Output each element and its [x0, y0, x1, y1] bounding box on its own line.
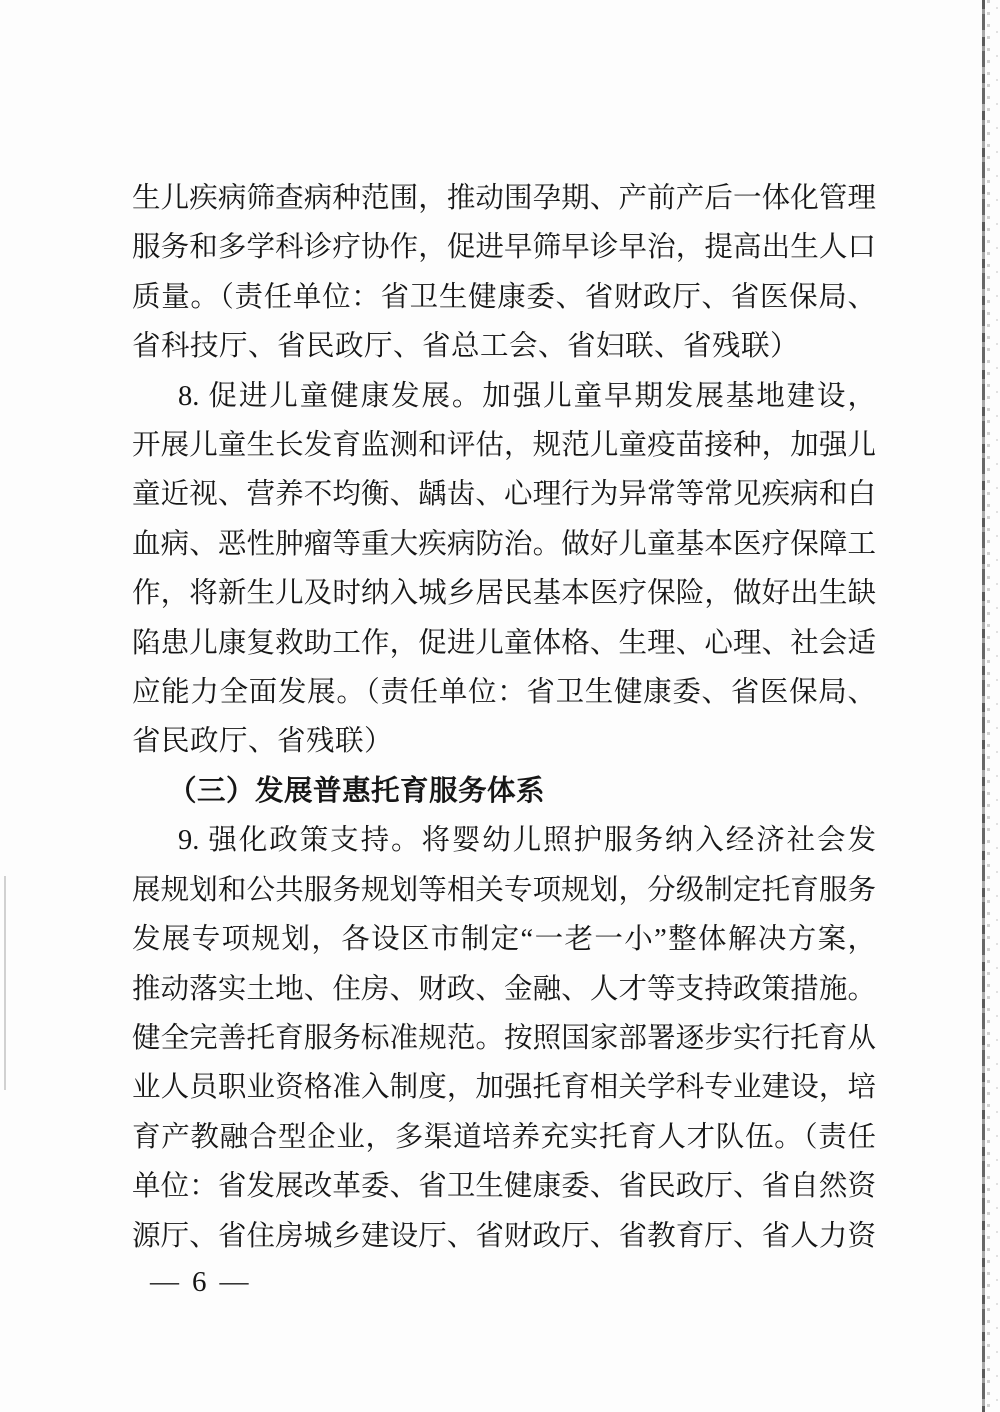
text-line: 质量。（责任单位：省卫生健康委、省财政厅、省医保局、: [132, 281, 876, 313]
page-number-value: 6: [192, 1265, 207, 1298]
document-body: [132, 174, 876, 1261]
text-line: 展规划和公共服务规划等相关专项规划，分级制定托育服务: [132, 874, 876, 906]
scan-edge-noise-right: [987, 0, 999, 1412]
text-line: 业人员职业资格准入制度，加强托育相关学科专业建设，培: [132, 1072, 876, 1104]
text-line: 单位：省发展改革委、省卫生健康委、省民政厅、省自然资: [132, 1171, 876, 1203]
text-line: 9. 强化政策支持。将婴幼儿照护服务纳入经济社会发: [178, 825, 876, 857]
scan-edge-artifact-right: [982, 0, 985, 1412]
text-line: 童近视、营养不均衡、龋齿、心理行为异常等常见疾病和白: [132, 479, 876, 511]
scan-edge-artifact-left: [4, 876, 6, 1090]
text-line: 省科技厅、省民政厅、省总工会、省妇联、省残联）: [132, 331, 800, 363]
text-line: 开展儿童生长发育监测和评估，规范儿童疫苗接种，加强儿: [132, 430, 876, 462]
text-line: 服务和多学科诊疗协作，促进早筛早诊早治，提高出生人口: [132, 232, 876, 264]
text-line: 8. 促进儿童健康发展。加强儿童早期发展基地建设，: [178, 380, 876, 412]
page-number-dash-left: —: [150, 1267, 179, 1296]
text-line: 省民政厅、省残联）: [132, 726, 394, 758]
text-line: 生儿疾病筛查病种范围，推动围孕期、产前产后一体化管理: [132, 183, 876, 214]
page-number: [150, 1262, 249, 1302]
text-line: 应能力全面发展。（责任单位：省卫生健康委、省医保局、: [132, 677, 876, 709]
text-line: 育产教融合型企业，多渠道培养充实托育人才队伍。（责任: [132, 1121, 876, 1153]
text-line: 陷患儿康复救助工作，促进儿童体格、生理、心理、社会适: [132, 627, 876, 659]
text-line: 源厅、省住房城乡建设厅、省财政厅、省教育厅、省人力资: [132, 1220, 876, 1252]
text-line: （三）发展普惠托育服务体系: [168, 775, 546, 807]
text-line: 推动落实土地、住房、财政、金融、人才等支持政策措施。: [132, 973, 876, 1005]
text-line: 发展专项规划，各设区市制定“一老一小”整体解决方案，: [132, 924, 876, 956]
text-line: 血病、恶性肿瘤等重大疾病防治。做好儿童基本医疗保障工: [132, 528, 876, 560]
page-number-dash-right: —: [219, 1267, 249, 1296]
text-line: 作，将新生儿及时纳入城乡居民基本医疗保险，做好出生缺: [132, 578, 876, 610]
text-line: 健全完善托育服务标准规范。按照国家部署逐步实行托育从: [132, 1022, 876, 1054]
